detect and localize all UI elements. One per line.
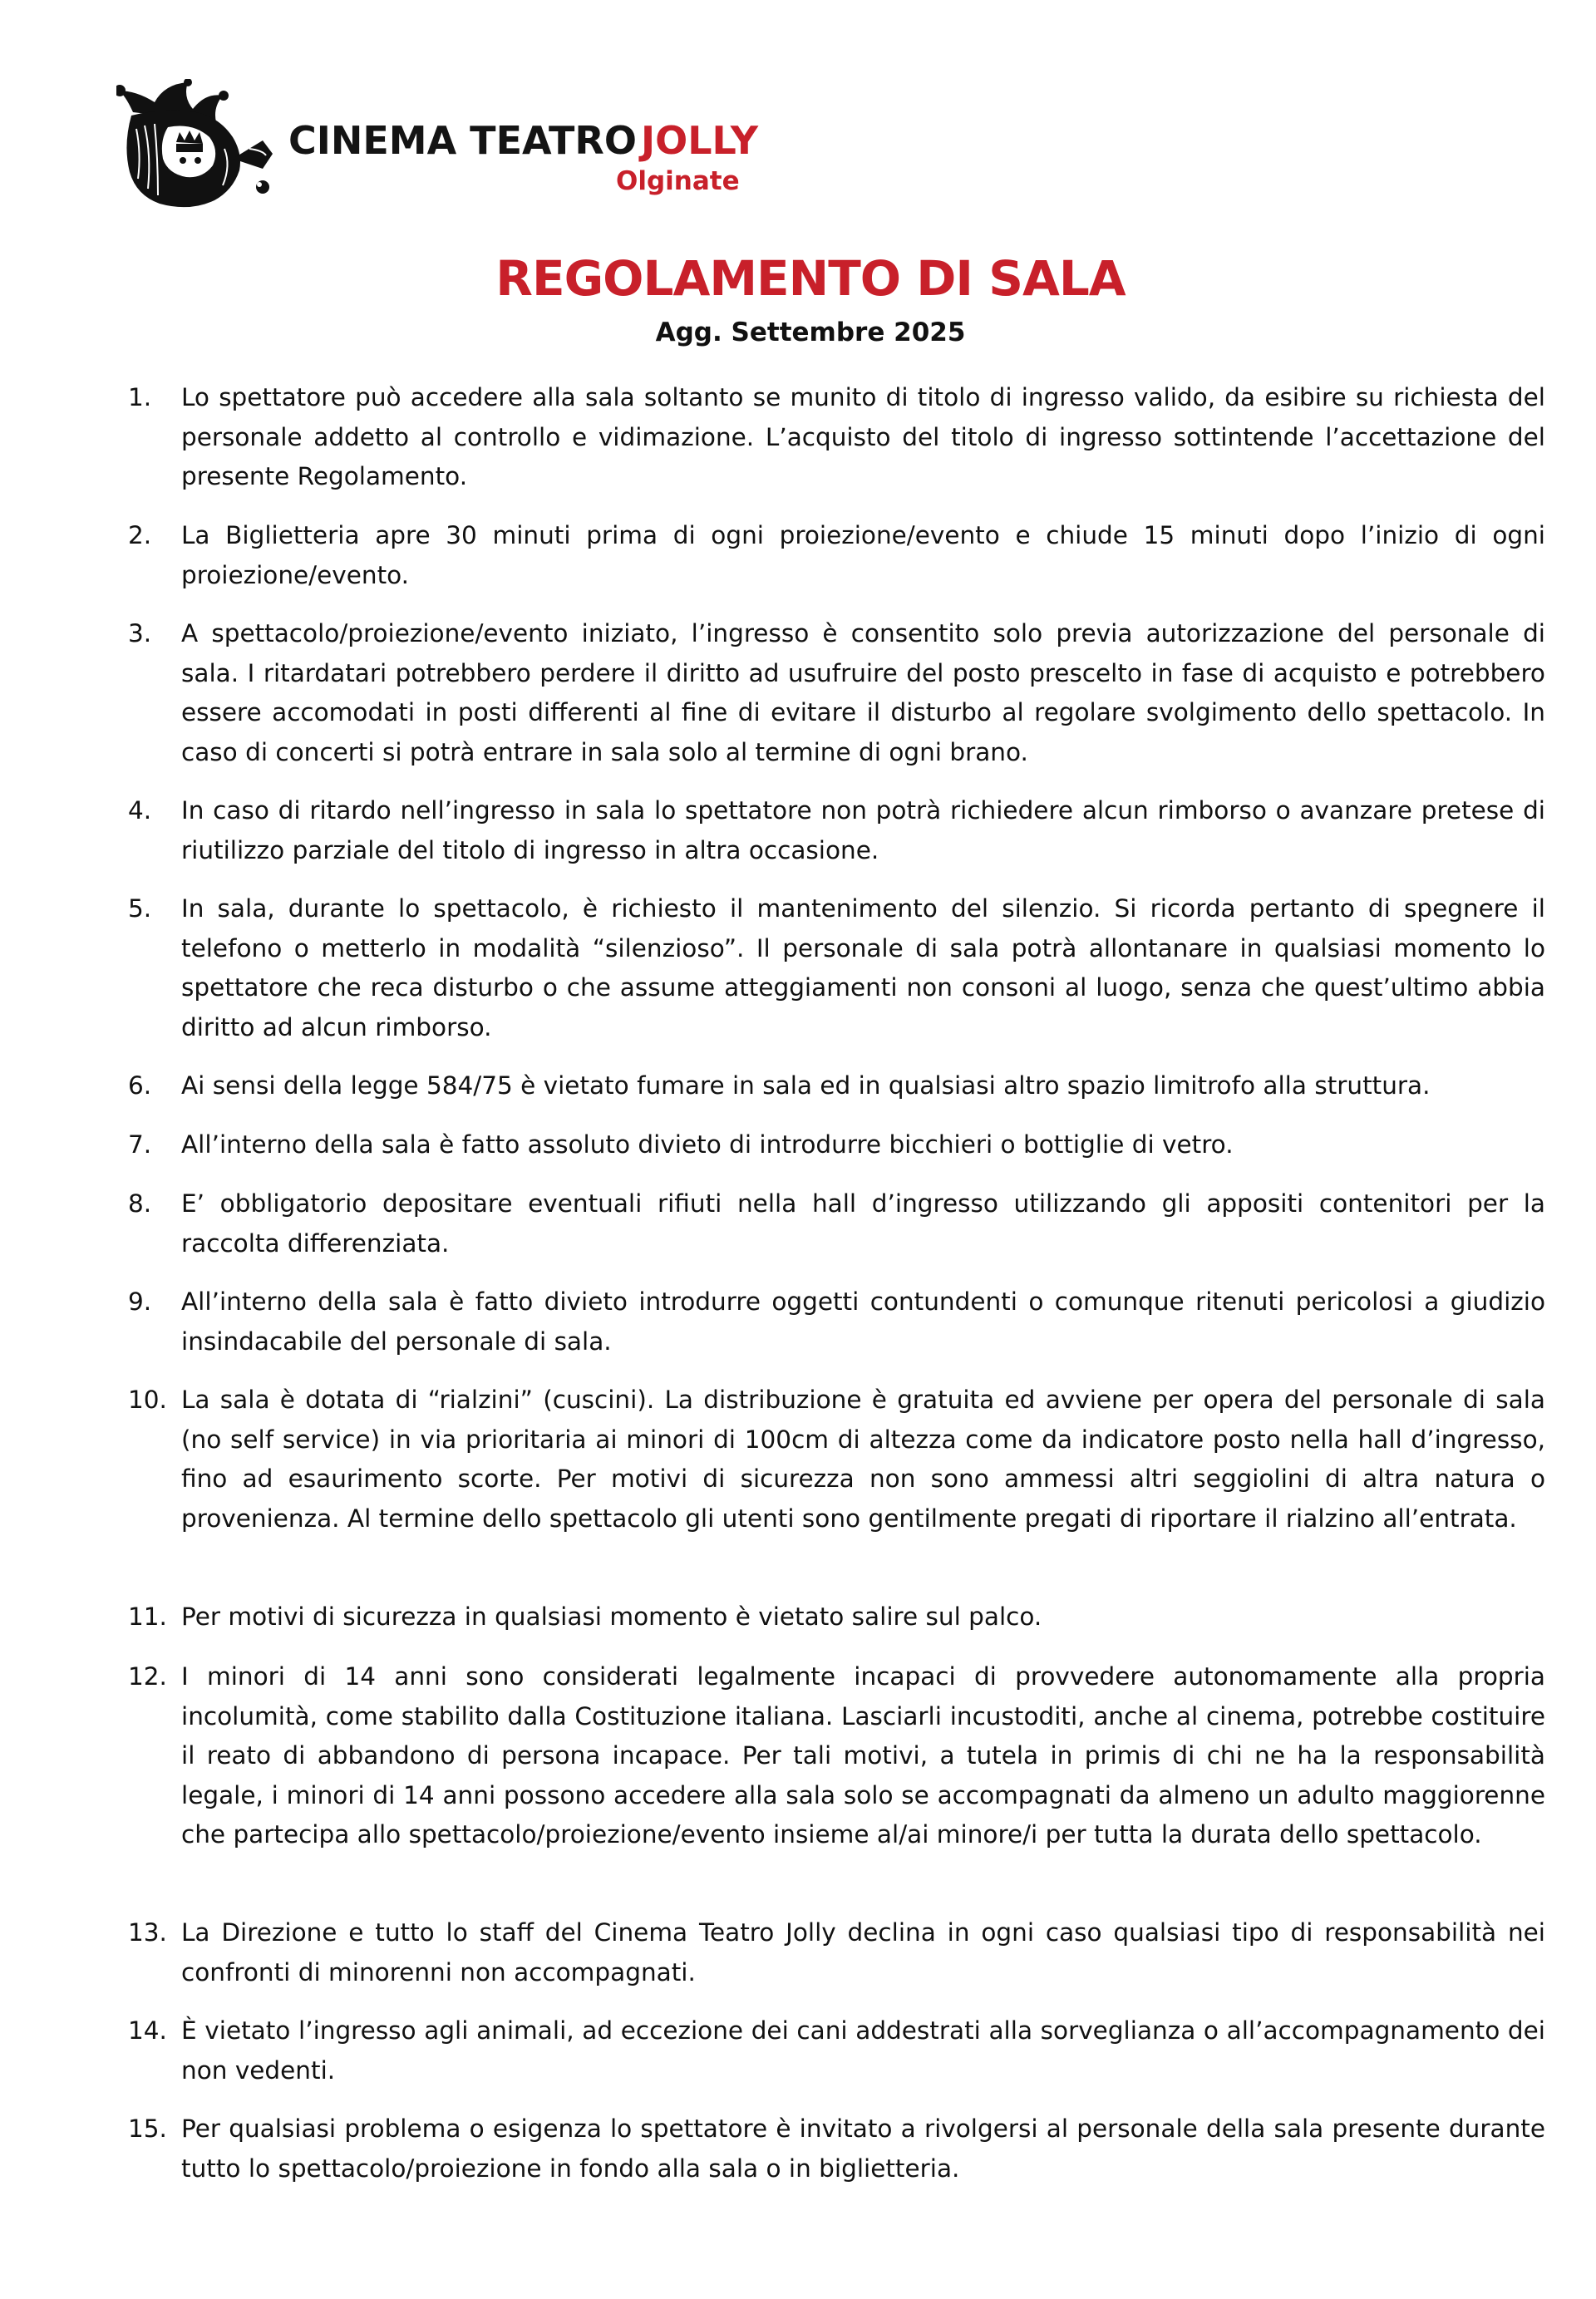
rule-number: 7. <box>128 1130 152 1159</box>
rule-text: È vietato l’ingresso agli animali, ad eccezione dei cani addestrati alla sorveglianza o all’accompagnamento dei non vedenti. <box>181 2016 1545 2085</box>
rule-item <box>128 791 1545 870</box>
rule-item <box>128 1282 1545 1361</box>
rule-item <box>128 1125 1545 1165</box>
page-subtitle: Agg. Settembre 2025 <box>655 318 966 347</box>
rule-number: 12. <box>128 1662 167 1691</box>
rule-item <box>128 614 1545 772</box>
rule-text: I minori di 14 anni sono considerati legalmente incapaci di provvedere autonomamente alla propria incolumità, come stabilito dalla Costituzione italiana. Lasciarli incustoditi, anche al cinema, potrebbe costituire il reato di abbandono di persona incapace. Per tali motivi, a tutela in primis di chi ne ha la responsabilità legale, i minori di 14 anni possono accedere alla sala solo se accompagnati da almeno un adulto maggiorenne che partecipa allo spettacolo/proiezione/evento insieme al/ai minore/i per tutta la durata dello spettacolo. <box>181 1662 1545 1849</box>
rule-text: Per motivi di sicurezza in qualsiasi momento è vietato salire sul palco. <box>181 1602 1042 1631</box>
rule-number: 10. <box>128 1386 167 1414</box>
rule-number: 8. <box>128 1189 152 1218</box>
rule-item <box>128 1597 1545 1637</box>
rule-text: All’interno della sala è fatto divieto introdurre oggetti contundenti o comunque ritenuti pericolosi a giudizio insindacabile del personale di sala. <box>181 1287 1545 1356</box>
logo-name: CINEMA TEATRO <box>288 118 637 163</box>
logo-name-highlight: JOLLY <box>641 118 759 163</box>
rule-text: E’ obbligatorio depositare eventuali rifiuti nella hall d’ingresso utilizzando gli appositi contenitori per la raccolta differenziata. <box>181 1189 1545 1258</box>
rule-text: All’interno della sala è fatto assoluto divieto di introdurre bicchieri o bottiglie di vetro. <box>181 1130 1234 1159</box>
rule-text: La Direzione e tutto lo staff del Cinema Teatro Jolly declina in ogni caso qualsiasi tipo di responsabilità nei confronti di minorenni non accompagnati. <box>181 1918 1545 1986</box>
jester-icon <box>116 79 283 212</box>
rule-number: 9. <box>128 1287 152 1316</box>
rule-text: Lo spettatore può accedere alla sala soltanto se munito di titolo di ingresso valido, da esibire su richiesta del personale addetto al controllo e vidimazione. L’acquisto del titolo di ingresso sottintende l’accettazione del presente Regolamento. <box>181 383 1545 490</box>
logo-location: Olginate <box>616 166 740 196</box>
rule-number: 15. <box>128 2114 167 2143</box>
rule-number: 1. <box>128 383 152 411</box>
rule-number: 14. <box>128 2016 167 2045</box>
rule-item <box>128 1066 1545 1106</box>
rule-text: In sala, durante lo spettacolo, è richiesto il mantenimento del silenzio. Si ricorda pertanto di spegnere il telefono o metterlo in modalità “silenzioso”. Il personale di sala potrà allontanare in qualsiasi momento lo spettatore che reca disturbo o che assume atteggiamenti non consoni al luogo, senza che quest’ultimo abbia diritto ad alcun rimborso. <box>181 894 1545 1041</box>
rule-number: 6. <box>128 1071 152 1100</box>
cinema-logo <box>116 79 948 212</box>
rule-item <box>128 1381 1545 1538</box>
rule-number: 13. <box>128 1918 167 1947</box>
rule-text: La Biglietteria apre 30 minuti prima di ogni proiezione/evento e chiude 15 minuti dopo l’inizio di ogni proiezione/evento. <box>181 521 1545 589</box>
rule-text: Ai sensi della legge 584/75 è vietato fumare in sala ed in qualsiasi altro spazio limitrofo alla struttura. <box>181 1071 1431 1100</box>
rule-item <box>128 1657 1545 1855</box>
rule-number: 2. <box>128 521 152 549</box>
rule-number: 3. <box>128 619 152 647</box>
rule-number: 11. <box>128 1602 167 1631</box>
rule-item <box>128 2011 1545 2090</box>
rule-item <box>128 378 1545 497</box>
rule-number: 4. <box>128 796 152 825</box>
rule-item <box>128 1184 1545 1263</box>
rule-text: A spettacolo/proiezione/evento iniziato, l’ingresso è consentito solo previa autorizzazione del personale di sala. I ritardatari potrebbero perdere il diritto ad usufruire del posto prescelto in fase di acquisto e potrebbero essere accomodati in posti differenti al fine di evitare il disturbo al regolare svolgimento dello spettacolo. In caso di concerti si potrà entrare in sala solo al termine di ogni brano. <box>181 619 1545 766</box>
rule-text: In caso di ritardo nell’ingresso in sala lo spettatore non potrà richiedere alcun rimborso o avanzare pretese di riutilizzo parziale del titolo di ingresso in altra occasione. <box>181 796 1545 864</box>
rule-text: La sala è dotata di “rialzini” (cuscini). La distribuzione è gratuita ed avviene per opera del personale di sala (no self service) in via prioritaria ai minori di 100cm di altezza come da indicatore posto nella hall d’ingresso, fino ad esaurimento scorte. Per motivi di sicurezza non sono ammessi altri seggiolini di altra natura o provenienza. Al termine dello spettacolo gli utenti sono gentilmente pregati di riportare il rialzino all’entrata. <box>181 1386 1545 1533</box>
page-title: REGOLAMENTO DI SALA <box>495 250 1126 307</box>
rule-number: 5. <box>128 894 152 923</box>
rule-text: Per qualsiasi problema o esigenza lo spettatore è invitato a rivolgersi al personale della sala presente durante tutto lo spettacolo/proiezione in fondo alla sala o in biglietteria. <box>181 2114 1545 2183</box>
rule-item <box>128 516 1545 595</box>
rule-item <box>128 2109 1545 2188</box>
rule-item <box>128 889 1545 1047</box>
rule-item <box>128 1913 1545 1992</box>
